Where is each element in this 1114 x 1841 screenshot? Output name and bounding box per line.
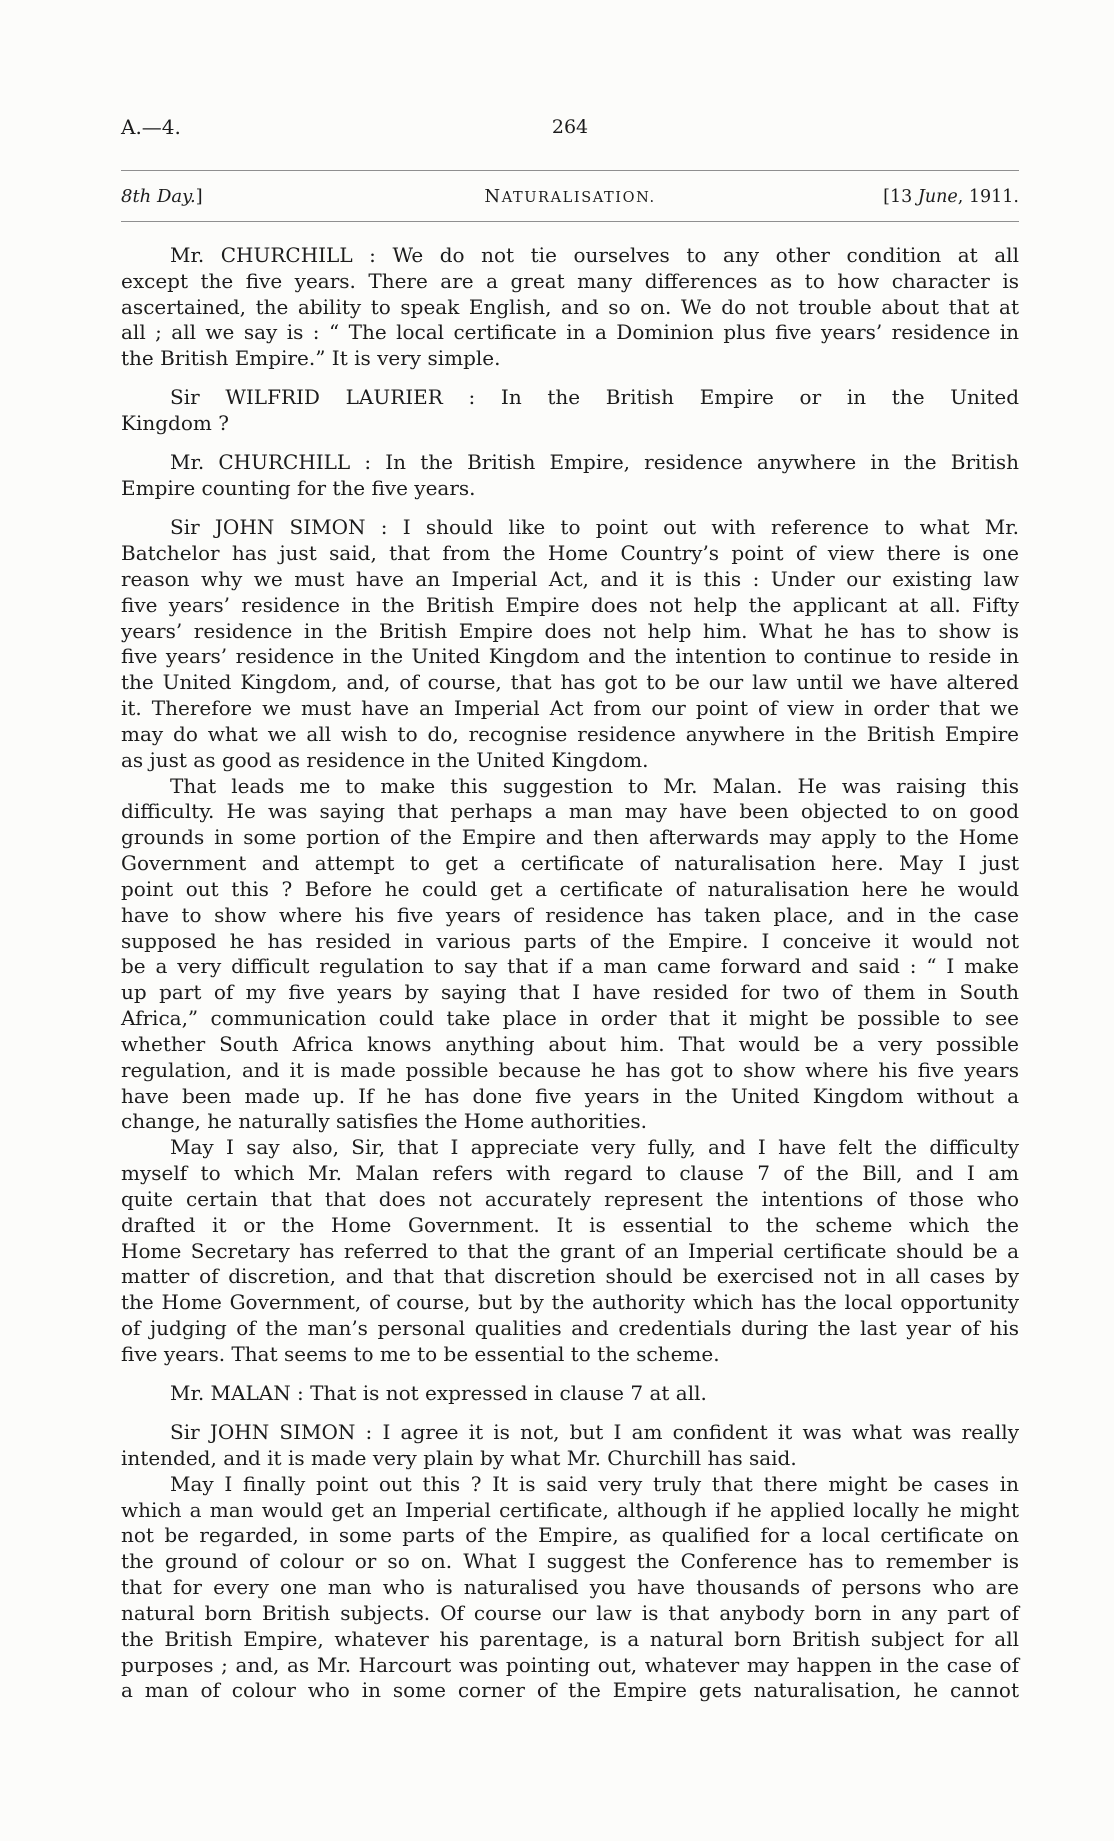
text-line — [121, 825, 1019, 851]
line-text: have to show where his five years of residence has taken place, and in the case — [121, 902, 1019, 927]
text-line — [121, 1187, 1019, 1213]
line-text: not be regarded, in some parts of the Empire, as qualified for a local certificate on — [121, 1523, 1019, 1548]
speech-paragraph — [121, 515, 1019, 773]
line-text: Africa,” communication could take place in order that it might be possible to see — [121, 1006, 1019, 1031]
text-line — [121, 1109, 1019, 1135]
speaker-name: Sir WILFRID LAURIER : — [170, 385, 476, 410]
line-text: change, he naturally satisfies the Home authorities. — [121, 1109, 648, 1134]
text-line — [121, 696, 1019, 722]
line-text: In the British Empire, residence anywhere in the British — [385, 450, 1019, 475]
text-line — [121, 670, 1019, 696]
text-line — [121, 1523, 1019, 1549]
line-text: whether South Africa knows anything about him. That would be a very possible — [121, 1031, 1019, 1056]
text-line — [121, 1135, 1019, 1161]
line-text: I agree it is not, but I am confident it was what was really — [382, 1420, 1019, 1445]
line-text: the Home Government, of course, but by the authority which has the local opportunity — [121, 1290, 1019, 1315]
continuation-paragraph — [121, 774, 1019, 1136]
text-line — [121, 1472, 1019, 1498]
text-line — [121, 269, 1019, 295]
speech-paragraph — [121, 385, 1019, 437]
text-line — [121, 476, 1019, 502]
continuation-paragraph — [121, 1135, 1019, 1367]
line-text: purposes ; and, as Mr. Harcourt was pointing out, whatever may happen in the case of — [121, 1652, 1019, 1677]
line-text: a man of colour who in some corner of the Empire gets naturalisation, he cannot — [121, 1678, 1019, 1703]
text-line — [121, 593, 1019, 619]
speaker-name: Mr. CHURCHILL : — [170, 450, 372, 475]
line-text: May I say also, Sir, that I appreciate very fully, and I have felt the difficulty — [170, 1135, 1019, 1160]
text-line — [121, 748, 1019, 774]
speaker-name: Mr. CHURCHILL : — [170, 243, 376, 267]
line-text: the British Empire.” It is very simple. — [121, 346, 501, 371]
line-text: Empire counting for the five years. — [121, 476, 476, 501]
transcript-body — [121, 243, 1019, 1704]
sitting-date-suffix: , 1911. — [957, 187, 1019, 207]
line-text: that for every one man who is naturalised you have thousands of persons who are — [121, 1575, 1019, 1600]
line-text: myself to which Mr. Malan refers with regard to clause 7 of the Bill, and I am — [121, 1161, 1019, 1186]
speaker-name: Sir JOHN SIMON : — [170, 515, 388, 540]
line-text: matter of discretion, and that that discretion should be exercised not in all cases by — [121, 1264, 1019, 1289]
text-line — [121, 1381, 1019, 1407]
continuation-paragraph — [121, 1472, 1019, 1704]
text-line — [121, 1084, 1019, 1110]
line-text: have been made up. If he has done five years in the United Kingdom without a — [121, 1083, 1019, 1108]
text-line — [121, 243, 1019, 269]
text-line — [121, 1058, 1019, 1084]
line-text: up part of my five years by saying that I have resided for two of them in South — [121, 980, 1019, 1005]
line-text: it. Therefore we must have an Imperial Act from our point of view in order that we — [121, 696, 1019, 721]
text-line — [121, 799, 1019, 825]
sitting-date-prefix: [13 — [883, 187, 913, 207]
line-text: of judging of the man’s personal qualities and credentials during the last year of his — [121, 1316, 1019, 1341]
header-rule — [121, 170, 1019, 171]
text-line — [121, 980, 1019, 1006]
line-text: drafted it or the Home Government. It is essential to the scheme which the — [121, 1212, 1019, 1237]
text-line — [121, 515, 1019, 541]
line-text: In the British Empire or in the United — [500, 385, 1020, 410]
line-text: be a very difficult regulation to say that if a man came forward and said : “ I make — [121, 954, 1019, 979]
speech-paragraph — [121, 1420, 1019, 1472]
text-line — [121, 385, 1019, 411]
line-text: five years’ residence in the British Empire does not help the applicant at all. Fifty — [121, 592, 1019, 617]
line-text: regulation, and it is made possible because he has got to show where his five years — [121, 1057, 1019, 1082]
line-text: supposed he has resided in various parts of the Empire. I conceive it would not — [121, 928, 1019, 953]
speech-paragraph — [121, 1381, 1019, 1407]
line-text: Government and attempt to get a certificate of naturalisation here. May I just — [121, 851, 1019, 876]
text-line — [121, 903, 1019, 929]
text-line — [121, 1627, 1019, 1653]
text-line — [121, 1290, 1019, 1316]
text-line — [121, 567, 1019, 593]
speech-paragraph — [121, 243, 1019, 372]
text-line — [121, 1420, 1019, 1446]
text-line — [121, 1678, 1019, 1704]
text-line — [121, 1498, 1019, 1524]
text-line — [121, 1549, 1019, 1575]
line-text: I should like to point out with reference to what Mr. — [402, 515, 1019, 540]
line-text: grounds in some portion of the Empire and then afterwards may apply to the Home — [121, 825, 1019, 850]
paper-reference: A.—4. — [121, 115, 181, 139]
line-text: natural born British subjects. Of course our law is that anybody born in any part of — [121, 1600, 1019, 1625]
text-line — [121, 1006, 1019, 1032]
text-line — [121, 1264, 1019, 1290]
text-line — [121, 320, 1019, 346]
text-line — [121, 1601, 1019, 1627]
text-line — [121, 851, 1019, 877]
text-line — [121, 644, 1019, 670]
text-line — [121, 1032, 1019, 1058]
line-text: the United Kingdom, and, of course, that has got to be our law until we have altered — [121, 670, 1019, 695]
page-number: 264 — [551, 116, 589, 138]
section-title-text: NATURALISATION. — [484, 186, 656, 207]
text-line — [121, 1213, 1019, 1239]
sitting-date-month: June — [917, 187, 958, 207]
line-text: May I finally point out this ? It is said very truly that there might be cases in — [170, 1471, 1019, 1496]
text-line — [121, 1575, 1019, 1601]
sitting-day-label: 8th Day. — [121, 186, 196, 207]
line-text: five years’ residence in the United Kingdom and the intention to continue to reside in — [121, 644, 1019, 669]
line-text: five years. That seems to me to be essential to the scheme. — [121, 1341, 720, 1366]
running-head — [121, 184, 1019, 210]
line-text: That leads me to make this suggestion to Mr. Malan. He was raising this — [170, 773, 1019, 798]
line-text: may do what we all wish to do, recognise residence anywhere in the British Empire — [121, 721, 1019, 746]
line-text: quite certain that that does not accurately represent the intentions of those who — [121, 1186, 1019, 1211]
text-line — [121, 1316, 1019, 1342]
text-line — [121, 1239, 1019, 1265]
text-line — [121, 774, 1019, 800]
running-head-rule — [121, 221, 1019, 222]
line-text: That is not expressed in clause 7 at all. — [310, 1380, 707, 1405]
text-line — [121, 954, 1019, 980]
line-text: the ground of colour or so on. What I suggest the Conference has to remember is — [121, 1549, 1019, 1574]
line-text: reason why we must have an Imperial Act, and it is this : Under our existing law — [121, 567, 1019, 591]
speech-paragraph — [121, 450, 1019, 502]
line-text: years’ residence in the British Empire does not help him. What he has to show is — [121, 618, 1019, 643]
line-text: ascertained, the ability to speak English, and so on. We do not trouble about that at — [121, 294, 1019, 319]
text-line — [121, 411, 1019, 437]
line-text: intended, and it is made very plain by what Mr. Churchill has said. — [121, 1445, 797, 1470]
text-line — [121, 722, 1019, 748]
line-text: point out this ? Before he could get a certificate of naturalisation here he would — [121, 876, 1019, 901]
speaker-name: Sir JOHN SIMON : — [170, 1420, 373, 1445]
text-line — [121, 929, 1019, 955]
text-line — [121, 1653, 1019, 1679]
speaker-name: Mr. MALAN : — [170, 1380, 304, 1405]
line-text: except the five years. There are a great many differences as to how character is — [121, 268, 1019, 293]
line-text: Kingdom ? — [121, 411, 229, 436]
line-text: difficulty. He was saying that perhaps a man may have been objected to on good — [121, 799, 1019, 824]
text-line — [121, 1161, 1019, 1187]
sitting-day-bracket: ] — [195, 186, 203, 207]
sitting-date — [883, 184, 1019, 210]
line-text: the British Empire, whatever his parentage, is a natural born British subject for all — [121, 1626, 1019, 1651]
page-header — [121, 113, 1019, 141]
text-line — [121, 346, 1019, 372]
text-line — [121, 877, 1019, 903]
line-text: all ; all we say is : “ The local certificate in a Dominion plus five years’ residence in — [121, 320, 1019, 345]
text-line — [121, 450, 1019, 476]
line-text: Home Secretary has referred to that the grant of an Imperial certificate should be a — [121, 1238, 1019, 1263]
line-text: as just as good as residence in the United Kingdom. — [121, 747, 649, 772]
line-text: which a man would get an Imperial certificate, although if he applied locally he might — [121, 1497, 1019, 1522]
text-line — [121, 1342, 1019, 1368]
text-line — [121, 295, 1019, 321]
line-text: Batchelor has just said, that from the Home Country’s point of view there is one — [121, 541, 1019, 566]
text-line — [121, 1446, 1019, 1472]
text-line — [121, 541, 1019, 567]
line-text: We do not tie ourselves to any other condition at all — [392, 243, 1019, 267]
text-line — [121, 619, 1019, 645]
